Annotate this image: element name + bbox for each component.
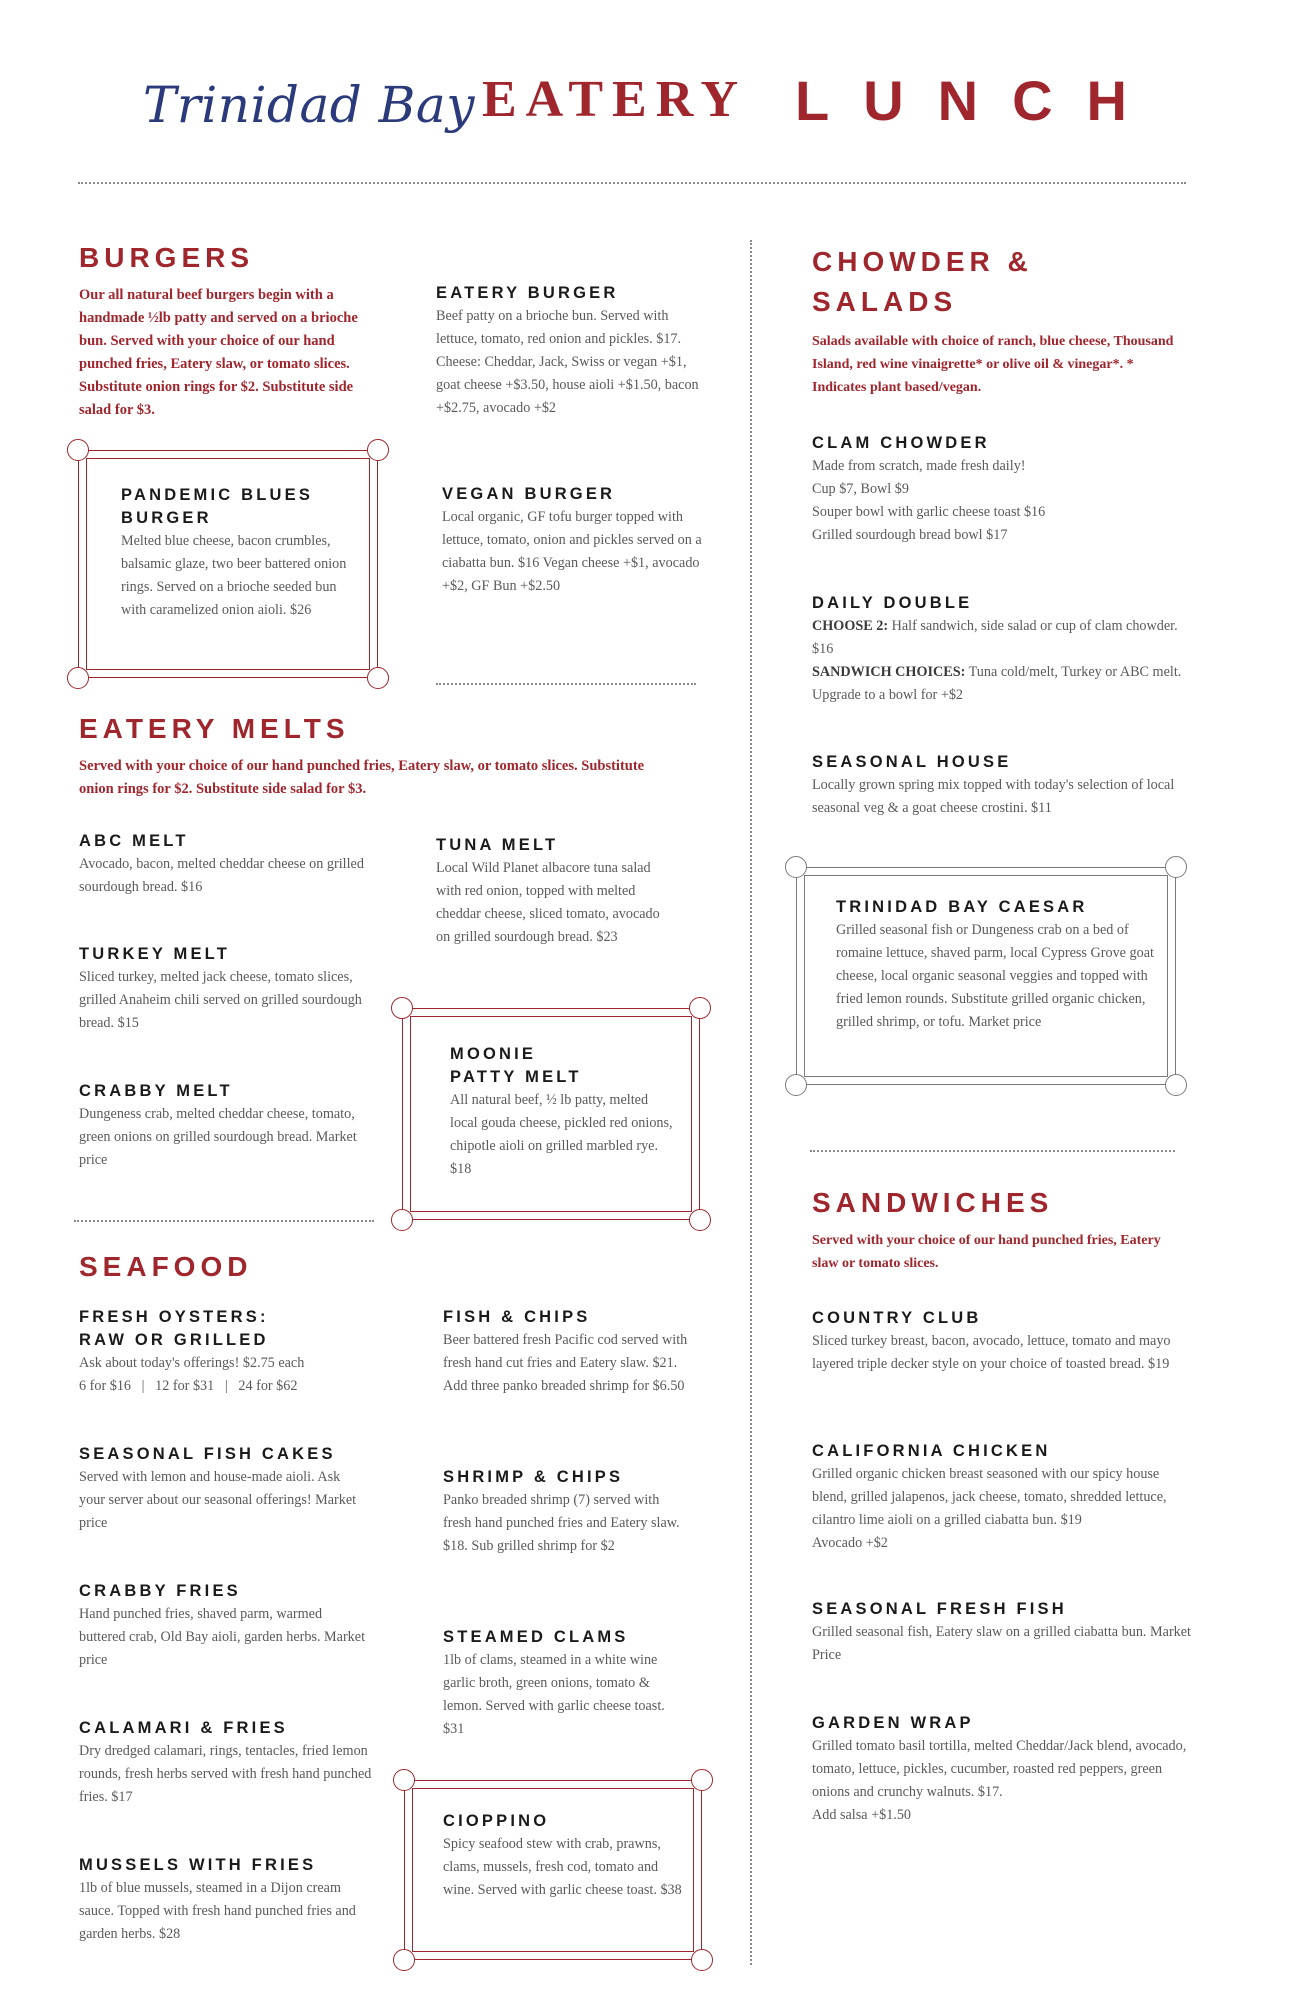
item-description: Melted blue cheese, bacon crumbles, balsamic glaze, two beer battered onion rings. Served on a brioche seeded bun with caramelized onion aioli. $26 bbox=[121, 533, 347, 618]
menu-item-mussels-with-fries bbox=[79, 1854, 369, 1946]
item-name: CIOPPINO bbox=[443, 1812, 550, 1830]
menu-item-crabby-melt bbox=[79, 1080, 379, 1172]
divider bbox=[436, 683, 696, 685]
item-name: CRABBY FRIES bbox=[79, 1582, 241, 1600]
item-name: DAILY DOUBLE bbox=[812, 594, 973, 612]
item-description-line: Grilled sourdough bread bowl $17 bbox=[812, 527, 1008, 543]
item-name: FISH & CHIPS bbox=[443, 1308, 591, 1326]
section-title-seafood: SEAFOOD bbox=[79, 1251, 253, 1282]
frame-corner bbox=[393, 1769, 415, 1791]
item-description: 1lb of blue mussels, steamed in a Dijon cream sauce. Topped with fresh hand punched fries and garden herbs. $28 bbox=[79, 1880, 356, 1942]
menu-item-seasonal-fresh-fish bbox=[812, 1598, 1197, 1667]
burgers-intro: Our all natural beef burgers begin with a handmade ½lb patty and served on a brioche bun. Served with your choice of our hand punched fries, Eatery slaw, or tomato slices. Substitute onion rings for $2. Substitute side salad for $3. bbox=[79, 287, 358, 418]
item-description: Served with lemon and house-made aioli. Ask your server about our seasonal offerings! Market price bbox=[79, 1469, 357, 1531]
item-name: EATERY BURGER bbox=[436, 284, 619, 302]
item-name: CRABBY MELT bbox=[79, 1082, 233, 1100]
item-description: Avocado, bacon, melted cheddar cheese on grilled sourdough bread. $16 bbox=[79, 856, 364, 895]
item-name: FRESH OYSTERS: RAW OR GRILLED bbox=[79, 1308, 269, 1349]
divider bbox=[74, 1220, 374, 1222]
frame-corner bbox=[691, 1769, 713, 1791]
item-pricing: 6 for $16 | 12 for $31 | 24 for $62 bbox=[79, 1378, 298, 1394]
item-name: SEASONAL FISH CAKES bbox=[79, 1445, 336, 1463]
item-name: TUNA MELT bbox=[436, 836, 559, 854]
menu-item-shrimp-and-chips bbox=[443, 1466, 688, 1558]
menu-item-calamari-and-fries bbox=[79, 1717, 379, 1809]
menu-item-fish-and-chips bbox=[443, 1306, 688, 1398]
item-name: PANDEMIC BLUES BURGER bbox=[121, 486, 314, 527]
menu-item-seasonal-house bbox=[812, 751, 1182, 820]
frame-corner bbox=[367, 667, 389, 689]
item-description: Dry dredged calamari, rings, tentacles, fried lemon rounds, fresh herbs served with fresh hand punched fries. $17 bbox=[79, 1743, 372, 1805]
menu-item-eatery-burger bbox=[436, 282, 706, 420]
item-description: Hand punched fries, shaved parm, warmed buttered crab, Old Bay aioli, garden herbs. Market price bbox=[79, 1606, 366, 1668]
menu-item-country-club bbox=[812, 1307, 1182, 1376]
frame-corner bbox=[67, 667, 89, 689]
item-name: CALAMARI & FRIES bbox=[79, 1719, 288, 1737]
item-description: Local organic, GF tofu burger topped with lettuce, tomato, onion and pickles served on a ciabatta bun. $16 Vegan cheese +$1, avocado +$2, GF Bun +$2.50 bbox=[442, 509, 702, 594]
item-name: SEASONAL FRESH FISH bbox=[812, 1600, 1067, 1618]
title-lunch: LUNCH bbox=[795, 69, 1161, 132]
item-description: Grilled seasonal fish or Dungeness crab on a bed of romaine lettuce, shaved parm, local Cypress Grove goat cheese, local organic seasonal veggies and topped with fried lemon rounds. Substitute grilled organic chicken, grilled shrimp, or tofu. Market price bbox=[836, 922, 1154, 1030]
menu-item-daily-double bbox=[812, 592, 1182, 707]
item-description: Locally grown spring mix topped with today's selection of local seasonal veg & a goat cheese crostini. $11 bbox=[812, 777, 1175, 816]
item-description: Ask about today's offerings! $2.75 each bbox=[79, 1355, 305, 1371]
frame-corner bbox=[1165, 1074, 1187, 1096]
frame-corner bbox=[785, 856, 807, 878]
item-description: Beer battered fresh Pacific cod served with fresh hand cut fries and Eatery slaw. $21. Add three panko breaded shrimp for $6.50 bbox=[443, 1332, 688, 1394]
item-name: CLAM CHOWDER bbox=[812, 434, 990, 452]
item-description-line: Souper bowl with garlic cheese toast $16 bbox=[812, 504, 1046, 520]
sandwiches-intro: Served with your choice of our hand punched fries, Eatery slaw or tomato slices. bbox=[812, 1233, 1161, 1271]
item-description-line: Cup $7, Bowl $9 bbox=[812, 481, 909, 497]
section-title-line-1: CHOWDER & bbox=[812, 246, 1033, 277]
section-title-line-2: SALADS bbox=[812, 286, 958, 317]
item-description: Sliced turkey breast, bacon, avocado, lettuce, tomato and mayo layered triple decker style on your choice of toasted bread. $19 bbox=[812, 1333, 1171, 1372]
title-eatery: EATERY bbox=[482, 71, 748, 128]
item-description: Sliced turkey, melted jack cheese, tomato slices, grilled Anaheim chili served on grilled sourdough bread. $15 bbox=[79, 969, 362, 1031]
item-name: SHRIMP & CHIPS bbox=[443, 1468, 624, 1486]
item-description-line: Made from scratch, made fresh daily! bbox=[812, 458, 1026, 474]
choose-label: CHOOSE 2: bbox=[812, 618, 889, 634]
menu-item-fresh-oysters bbox=[79, 1306, 379, 1398]
item-name: COUNTRY CLUB bbox=[812, 1309, 982, 1327]
section-title-sandwiches: SANDWICHES bbox=[812, 1187, 1054, 1218]
frame-corner bbox=[393, 1949, 415, 1971]
frame-corner bbox=[391, 1209, 413, 1231]
menu-item-vegan-burger bbox=[442, 483, 707, 598]
item-description: Beef patty on a brioche bun. Served with lettuce, tomato, red onion and pickles. $17. Cheese: Cheddar, Jack, Swiss or vegan +$1, goat cheese +$3.50, house aioli +$1.50, bacon +$2.75, avocado +$2 bbox=[436, 308, 699, 416]
item-description: Local Wild Planet albacore tuna salad with red onion, topped with melted cheddar cheese, sliced tomato, avocado on grilled sourdough bread. $23 bbox=[436, 860, 660, 945]
menu-item-cioppino bbox=[443, 1810, 688, 1902]
menu-item-abc-melt bbox=[79, 830, 379, 899]
logo-trinidad-bay: Trinidad Bay bbox=[143, 76, 475, 134]
menu-item-steamed-clams bbox=[443, 1626, 688, 1741]
chowder-intro: Salads available with choice of ranch, blue cheese, Thousand Island, red wine vinaigrette* or olive oil & vinegar*. * Indicates plant based/vegan. bbox=[812, 334, 1174, 395]
menu-item-trinidad-bay-caesar bbox=[836, 896, 1156, 1034]
menu-item-california-chicken bbox=[812, 1440, 1197, 1555]
item-name: MUSSELS WITH FRIES bbox=[79, 1856, 317, 1874]
item-name: TURKEY MELT bbox=[79, 945, 231, 963]
menu-item-pandemic-blues-burger bbox=[121, 484, 351, 622]
frame-corner bbox=[67, 439, 89, 461]
item-addon: Add salsa +$1.50 bbox=[812, 1807, 912, 1823]
item-description: Grilled organic chicken breast seasoned with our spicy house blend, grilled jalapenos, jack cheese, tomato, shredded lettuce, cilantro lime aioli on a grilled ciabatta bun. $19 bbox=[812, 1466, 1167, 1528]
item-description: Grilled seasonal fish, Eatery slaw on a grilled ciabatta bun. Market Price bbox=[812, 1624, 1191, 1663]
item-description: 1lb of clams, steamed in a white wine garlic broth, green onions, tomato & lemon. Served with garlic cheese toast. $31 bbox=[443, 1652, 665, 1737]
frame-corner bbox=[689, 1209, 711, 1231]
item-description: Dungeness crab, melted cheddar cheese, tomato, green onions on grilled sourdough bread. Market price bbox=[79, 1106, 357, 1168]
item-description: Panko breaded shrimp (7) served with fresh hand punched fries and Eatery slaw. $18. Sub grilled shrimp for $2 bbox=[443, 1492, 680, 1554]
item-description: All natural beef, ½ lb patty, melted local gouda cheese, pickled red onions, chipotle aioli on grilled marbled rye. $18 bbox=[450, 1092, 673, 1177]
menu-item-tuna-melt bbox=[436, 834, 666, 949]
item-name: ABC MELT bbox=[79, 832, 189, 850]
divider bbox=[810, 1150, 1175, 1152]
item-description: Grilled tomato basil tortilla, melted Cheddar/Jack blend, avocado, tomato, lettuce, pickles, cucumber, roasted red peppers, green onions and crunchy walnuts. $17. bbox=[812, 1738, 1187, 1800]
menu-item-turkey-melt bbox=[79, 943, 379, 1035]
item-description: Spicy seafood stew with crab, prawns, clams, mussels, fresh cod, tomato and wine. Served with garlic cheese toast. $38 bbox=[443, 1836, 682, 1898]
item-description bbox=[812, 615, 1182, 661]
melts-intro: Served with your choice of our hand punched fries, Eatery slaw, or tomato slices. Substitute onion rings for $2. Substitute side salad for $3. bbox=[79, 758, 645, 797]
frame-corner bbox=[391, 997, 413, 1019]
menu-item-crabby-fries bbox=[79, 1580, 369, 1672]
item-name: STEAMED CLAMS bbox=[443, 1628, 629, 1646]
column-divider bbox=[750, 240, 752, 1965]
section-title-burgers: BURGERS bbox=[79, 242, 255, 273]
menu-item-clam-chowder bbox=[812, 432, 1172, 547]
item-name: VEGAN BURGER bbox=[442, 485, 616, 503]
sandwich-choices-label: SANDWICH CHOICES: bbox=[812, 664, 966, 680]
item-addon: Avocado +$2 bbox=[812, 1535, 888, 1551]
section-title-chowder-salads bbox=[812, 242, 1033, 322]
frame-corner bbox=[785, 1074, 807, 1096]
item-name: CALIFORNIA CHICKEN bbox=[812, 1442, 1051, 1460]
item-name: MOONIE PATTY MELT bbox=[450, 1045, 582, 1086]
frame-corner bbox=[1165, 856, 1187, 878]
item-description bbox=[812, 661, 1182, 707]
menu-item-moonie-patty-melt bbox=[450, 1043, 675, 1181]
frame-corner bbox=[691, 1949, 713, 1971]
sandwich-choices-text: Tuna cold/melt, Turkey or ABC melt. Upgrade to a bowl for +$2 bbox=[812, 664, 1182, 703]
frame-corner bbox=[367, 439, 389, 461]
choose-text: Half sandwich, side salad or cup of clam chowder. $16 bbox=[812, 618, 1178, 657]
menu-item-seasonal-fish-cakes bbox=[79, 1443, 359, 1535]
item-name: TRINIDAD BAY CAESAR bbox=[836, 898, 1088, 916]
frame-corner bbox=[689, 997, 711, 1019]
menu-item-garden-wrap bbox=[812, 1712, 1197, 1827]
header-divider bbox=[78, 182, 1186, 184]
section-title-eatery-melts: EATERY MELTS bbox=[79, 713, 350, 744]
item-name: GARDEN WRAP bbox=[812, 1714, 974, 1732]
item-name: SEASONAL HOUSE bbox=[812, 753, 1012, 771]
